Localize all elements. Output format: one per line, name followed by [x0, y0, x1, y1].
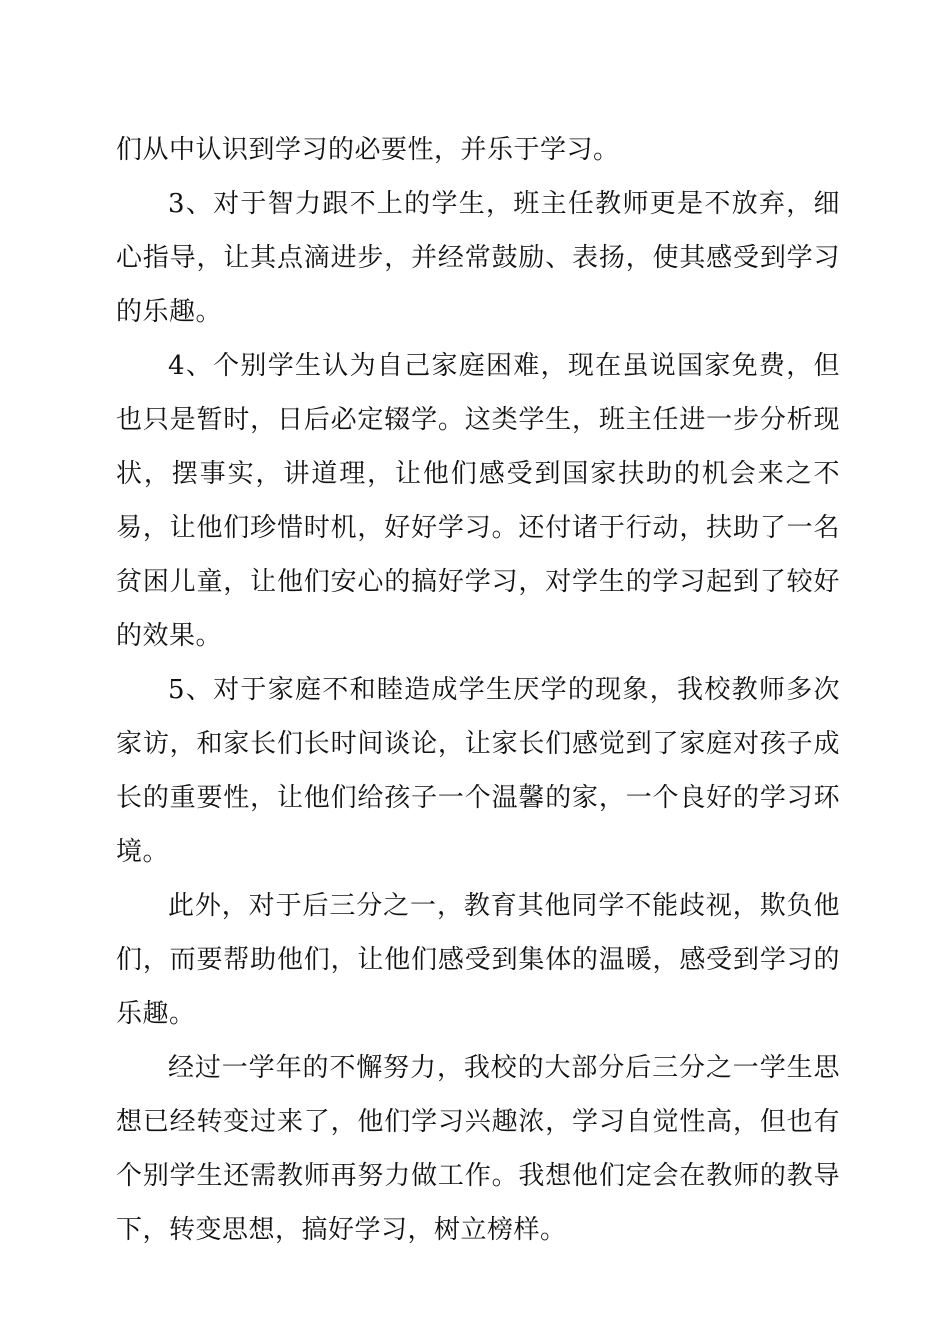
- paragraph-item-3: 3、对于智力跟不上的学生，班主任教师更是不放弃，细心指导，让其点滴进步，并经常鼓励、表扬，使其感受到学习的乐趣。: [116, 189, 840, 327]
- paragraph-conclusion: 经过一学年的不懈努力，我校的大部分后三分之一学生思想已经转变过来了，他们学习兴趣浓，学习自觉性高，但也有个别学生还需教师再努力做工作。我想他们定会在教师的教导下，转变思想，搞好学习，树立榜样。: [116, 1053, 840, 1245]
- document-body: [116, 123, 840, 1257]
- paragraph-item-5: 5、对于家庭不和睦造成学生厌学的现象，我校教师多次家访，和家长们长时间谈论，让家长们感觉到了家庭对孩子成长的重要性，让他们给孩子一个温馨的家，一个良好的学习环境。: [116, 675, 840, 867]
- paragraph-continuation: 们从中认识到学习的必要性，并乐于学习。: [116, 135, 620, 165]
- paragraph-additional: 此外，对于后三分之一，教育其他同学不能歧视，欺负他们，而要帮助他们，让他们感受到集体的温暖，感受到学习的乐趣。: [116, 891, 840, 1029]
- paragraph-item-4: 4、个别学生认为自己家庭困难，现在虽说国家免费，但也只是暂时，日后必定辍学。这类学生，班主任进一步分析现状，摆事实，讲道理，让他们感受到国家扶助的机会来之不易，让他们珍惜时机，好好学习。还付诸于行动，扶助了一名贫困儿童，让他们安心的搞好学习，对学生的学习起到了较好的效果。: [116, 351, 840, 651]
